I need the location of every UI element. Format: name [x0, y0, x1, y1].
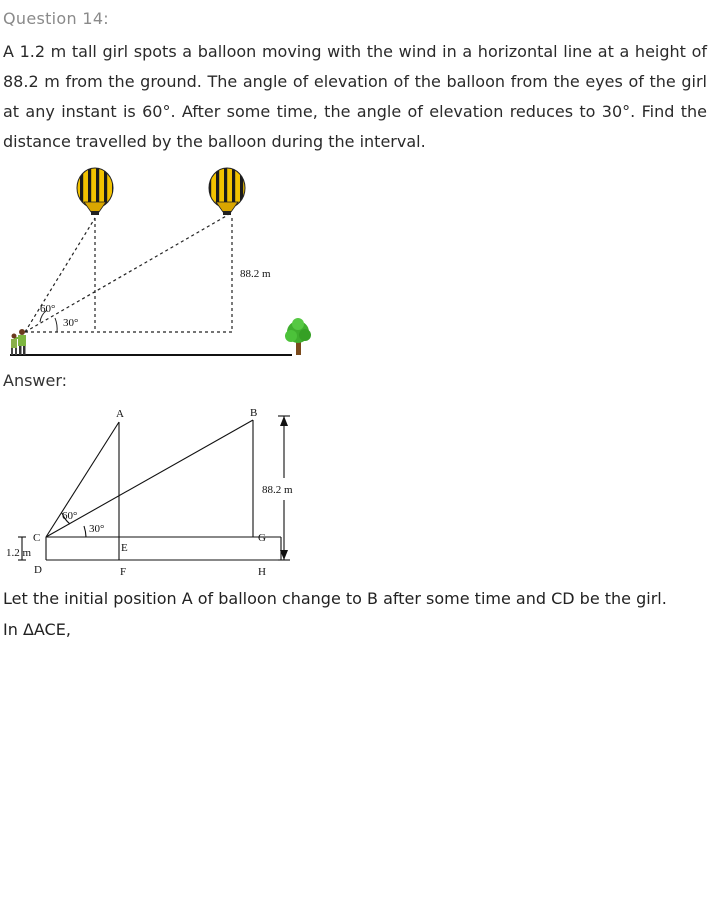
label-A: A	[116, 408, 124, 420]
balloon-2-icon	[209, 168, 245, 215]
balloon-illustration	[0, 160, 330, 365]
answer-label: Answer:	[3, 371, 68, 390]
label-H: H	[258, 566, 266, 578]
fig2-height-label: 88.2 m	[262, 484, 293, 496]
tree-icon	[285, 318, 311, 355]
solution-line-1: Let the initial position A of balloon change to B after some time and CD be the girl.	[3, 589, 667, 608]
label-B: B	[250, 407, 258, 419]
question-text: A 1.2 m tall girl spots a balloon moving with the wind in a horizontal line at a height of 88.2 m from the ground. The angle of elevation of the balloon from the eyes of the girl at any instant is 60°. After some time, the angle of elevation reduces to 30°. Find the distance travelled by the balloon during the interval.	[3, 42, 707, 151]
label-E: E	[121, 542, 128, 554]
fig1-angle-30-label: 30°	[63, 317, 79, 329]
label-C: C	[33, 532, 41, 544]
boy-icon	[11, 334, 17, 356]
fig2-girl-height-label: 1.2 m	[6, 547, 32, 559]
fig1-angle-60-label: 60°	[40, 303, 56, 315]
angle-arc-30	[55, 318, 57, 332]
balloon-1-icon	[77, 168, 113, 215]
solution-line-2: In ΔACE,	[3, 620, 71, 639]
fig2-angle-60-label: 60°	[62, 510, 78, 522]
angle-arc-30	[84, 526, 86, 537]
fig1-height-label: 88.2 m	[240, 268, 271, 280]
fig2-angle-30-label: 30°	[89, 523, 105, 535]
arrow-up-icon	[280, 416, 288, 426]
line-CA	[46, 422, 119, 537]
sight-lines	[25, 215, 232, 332]
geometry-diagram	[0, 400, 330, 582]
question-title: Question 14:	[3, 9, 109, 28]
label-G: G	[258, 532, 266, 544]
label-F: F	[120, 566, 127, 578]
label-D: D	[34, 564, 42, 576]
